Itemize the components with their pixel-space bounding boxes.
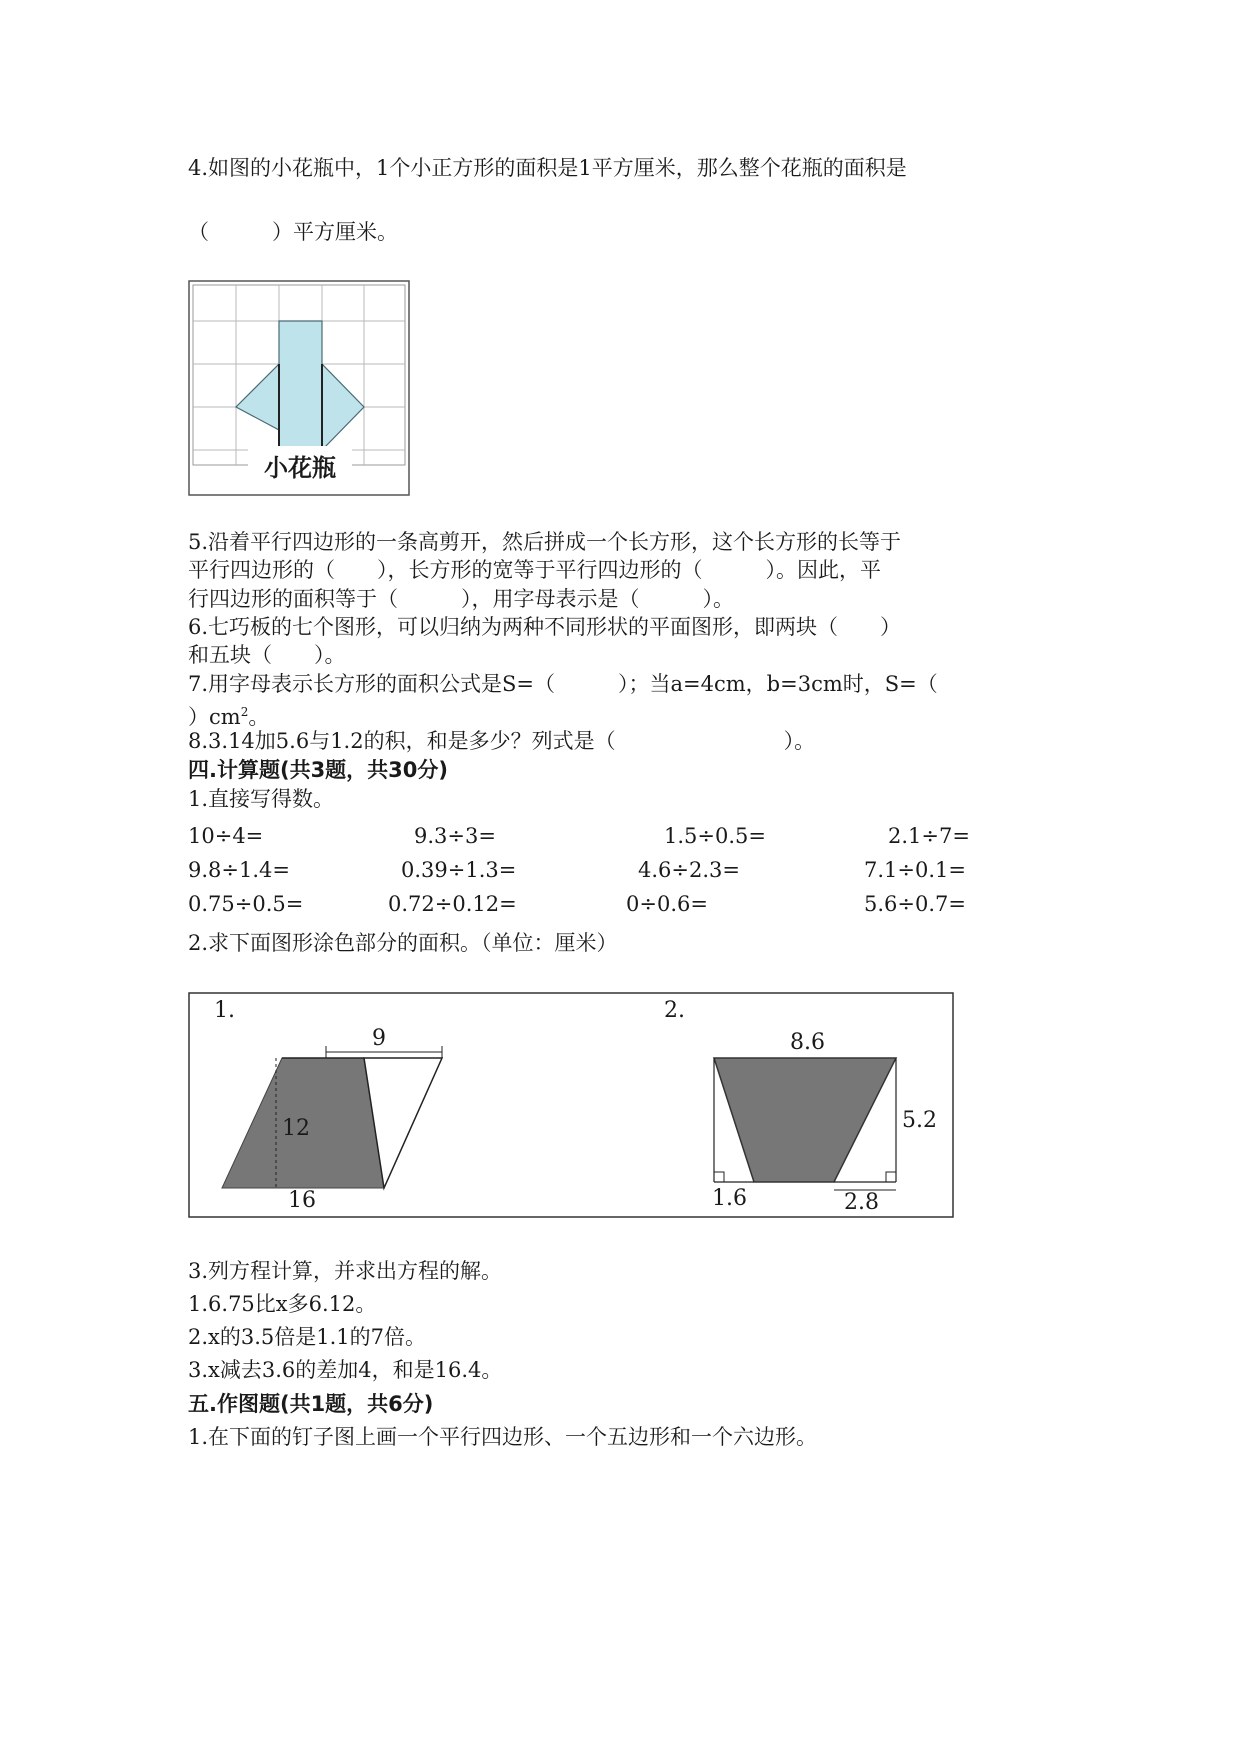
section5-heading: 五.作图题(共1题，共6分) [188, 1392, 434, 1416]
calc-item: 0.72÷0.12= [388, 892, 517, 916]
calc-item: 0.75÷0.5= [188, 892, 304, 916]
q7-line-2: ）$cm^2$。 [188, 705, 270, 729]
q6-line-2: 和五块（ ）。 [188, 643, 346, 667]
equation-item: 1.6.75比x多6.12。 [188, 1292, 377, 1316]
q5-line-2: 平行四边形的（ ），长方形的宽等于平行四边形的（ ）。因此，平 [188, 558, 881, 582]
figure-1-top-label: 9 [372, 1026, 386, 1051]
calc-item: 2.1÷7= [888, 824, 970, 848]
equation-item: 2.x的3.5倍是1.1的7倍。 [188, 1325, 427, 1349]
shaded-area-figures [188, 992, 954, 1218]
q8-line-1: 8.3.14加5.6与1.2的积，和是多少？列式是（ ）。 [188, 729, 816, 753]
calc-item: 5.6÷0.7= [864, 892, 966, 916]
figure-1-height-label: 12 [282, 1116, 310, 1141]
figure-2-top-label: 8.6 [790, 1030, 825, 1055]
q4-line-2: （ ）平方厘米。 [188, 220, 398, 244]
figure-1-number: 1. [214, 998, 235, 1023]
s4-q3-title: 3.列方程计算，并求出方程的解。 [188, 1259, 503, 1283]
figure-2-left-label: 1.6 [712, 1186, 747, 1211]
q5-line-1: 5.沿着平行四边形的一条高剪开，然后拼成一个长方形，这个长方形的长等于 [188, 530, 902, 554]
calc-item: 1.5÷0.5= [664, 824, 766, 848]
calc-item: 9.8÷1.4= [188, 858, 290, 882]
vase-figure [188, 280, 410, 496]
figure-2-height-label: 5.2 [902, 1108, 937, 1133]
calc-item: 10÷4= [188, 824, 264, 848]
figure-1-bottom-label: 16 [288, 1188, 316, 1213]
s4-q2-title: 2.求下面图形涂色部分的面积。（单位：厘米） [188, 931, 618, 955]
vase-label: 小花瓶 [264, 454, 336, 482]
calc-item: 7.1÷0.1= [864, 858, 966, 882]
q6-line-1: 6.七巧板的七个图形，可以归纳为两种不同形状的平面图形，即两块（ ） [188, 615, 902, 639]
figure-2-right-label: 2.8 [844, 1190, 879, 1215]
calc-item: 0.39÷1.3= [401, 858, 517, 882]
calc-item: 4.6÷2.3= [638, 858, 740, 882]
s4-q1-title: 1.直接写得数。 [188, 787, 335, 811]
section4-heading: 四.计算题(共3题，共30分) [188, 758, 449, 782]
equation-item: 3.x减去3.6的差加4，和是16.4。 [188, 1358, 503, 1382]
q5-line-3: 行四边形的面积等于（ ），用字母表示是（ ）。 [188, 587, 734, 611]
calc-item: 9.3÷3= [414, 824, 496, 848]
q4-line-1: 4.如图的小花瓶中，1个小正方形的面积是1平方厘米，那么整个花瓶的面积是 [188, 156, 907, 180]
figure-2-number: 2. [664, 998, 685, 1023]
calc-item: 0÷0.6= [626, 892, 708, 916]
s5-q1: 1.在下面的钉子图上画一个平行四边形、一个五边形和一个六边形。 [188, 1425, 818, 1449]
q7-line-1: 7.用字母表示长方形的面积公式是S=（ ）；当a=4cm，b=3cm时，S=（ [188, 672, 938, 696]
